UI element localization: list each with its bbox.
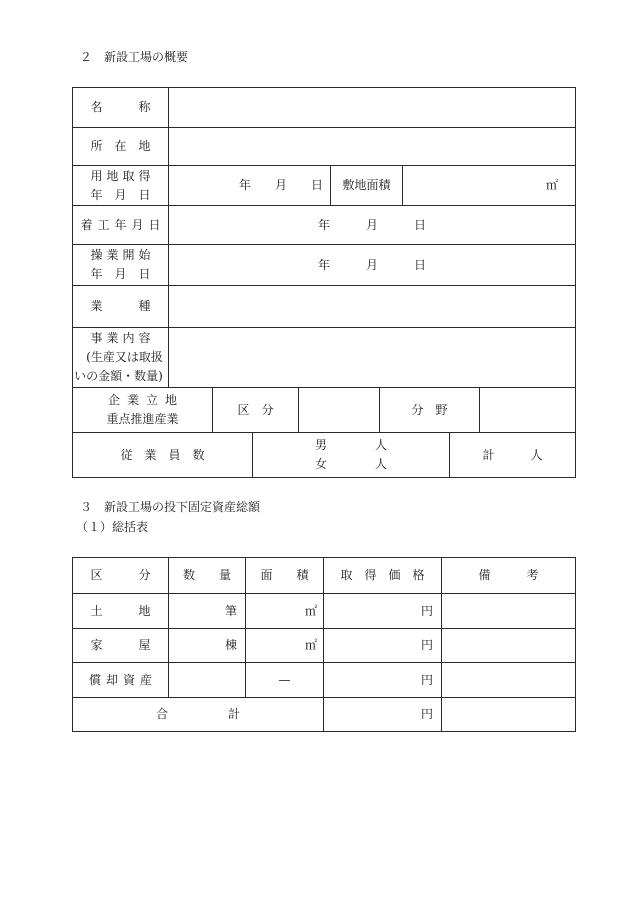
section-3-heading: ３ 新設工場の投下固定資産総額 <box>80 500 261 514</box>
field-label: 分 野 <box>379 387 480 433</box>
table-row-label: 家 屋 <box>72 628 169 663</box>
male-employees: 男 人 <box>314 438 387 452</box>
industry-label: 業 種 <box>72 285 169 328</box>
category-value-cell <box>298 387 380 433</box>
total-remarks-cell <box>441 697 576 732</box>
header-area: 面 積 <box>245 557 324 594</box>
construction-start-label: 着工年月日 <box>72 205 169 245</box>
location-value-cell <box>168 127 576 166</box>
remarks-cell <box>441 662 576 698</box>
land-acquisition-label-line-2: 年 月 日 <box>90 187 151 202</box>
area-dash: — <box>245 662 324 698</box>
section-2-heading: ２ 新設工場の概要 <box>80 50 189 64</box>
table-row-label: 償却資産 <box>72 662 169 698</box>
field-value-cell <box>479 387 576 433</box>
business-label-line-2: (生産又は取扱 <box>86 350 163 364</box>
name-label: 名 称 <box>72 87 169 128</box>
quantity-unit: 棟 <box>168 628 246 663</box>
table-row-label: 土 地 <box>72 593 169 629</box>
land-acquisition-date-value: 年 月 日 <box>168 165 331 206</box>
price-unit: 円 <box>323 662 442 698</box>
construction-start-value: 年 月 日 <box>168 205 576 245</box>
remarks-cell <box>441 628 576 663</box>
location-label: 所 在 地 <box>72 127 169 166</box>
site-area-label: 敷地面積 <box>330 165 403 206</box>
area-unit: ㎡ <box>245 628 324 663</box>
total-label: 合 計 <box>72 697 324 732</box>
quantity-unit <box>168 662 246 698</box>
name-value-cell <box>168 87 576 128</box>
header-remarks: 備 考 <box>441 557 576 594</box>
summary-subheading: （１）総括表 <box>76 520 149 534</box>
quantity-unit: 筆 <box>168 593 246 629</box>
header-acquisition-price: 取 得 価 格 <box>323 557 442 594</box>
price-unit: 円 <box>323 593 442 629</box>
employees-label: 従 業 員 数 <box>72 432 253 478</box>
employees-gender-cell <box>252 432 450 478</box>
business-content-label <box>72 327 169 388</box>
price-unit: 円 <box>323 628 442 663</box>
total-price-unit: 円 <box>323 697 442 732</box>
total-employees: 計 人 <box>449 432 576 478</box>
operation-start-label-line-2: 年 月 日 <box>90 267 151 281</box>
operation-start-value: 年 月 日 <box>168 244 576 286</box>
site-area-unit: ㎡ <box>402 165 576 206</box>
business-label-line-3: いの金額・数量) <box>74 369 163 383</box>
land-acquisition-date-label <box>72 165 169 206</box>
priority-label-line-2: 重点推進産業 <box>106 412 179 426</box>
business-content-value-cell <box>168 327 576 388</box>
remarks-cell <box>441 593 576 629</box>
header-quantity: 数 量 <box>168 557 246 594</box>
operation-start-label <box>72 244 169 286</box>
industry-value-cell <box>168 285 576 328</box>
land-acquisition-label-line-1: 用地取得 <box>90 168 155 183</box>
priority-industry-label <box>72 387 213 433</box>
priority-label-line-1: 企業立地 <box>107 393 184 407</box>
category-label: 区 分 <box>212 387 299 433</box>
female-employees: 女 人 <box>314 457 387 471</box>
area-unit: ㎡ <box>245 593 324 629</box>
header-category: 区 分 <box>72 557 169 594</box>
operation-start-label-line-1: 操業開始 <box>90 248 155 262</box>
business-label-line-1: 事業内容 <box>90 331 155 345</box>
